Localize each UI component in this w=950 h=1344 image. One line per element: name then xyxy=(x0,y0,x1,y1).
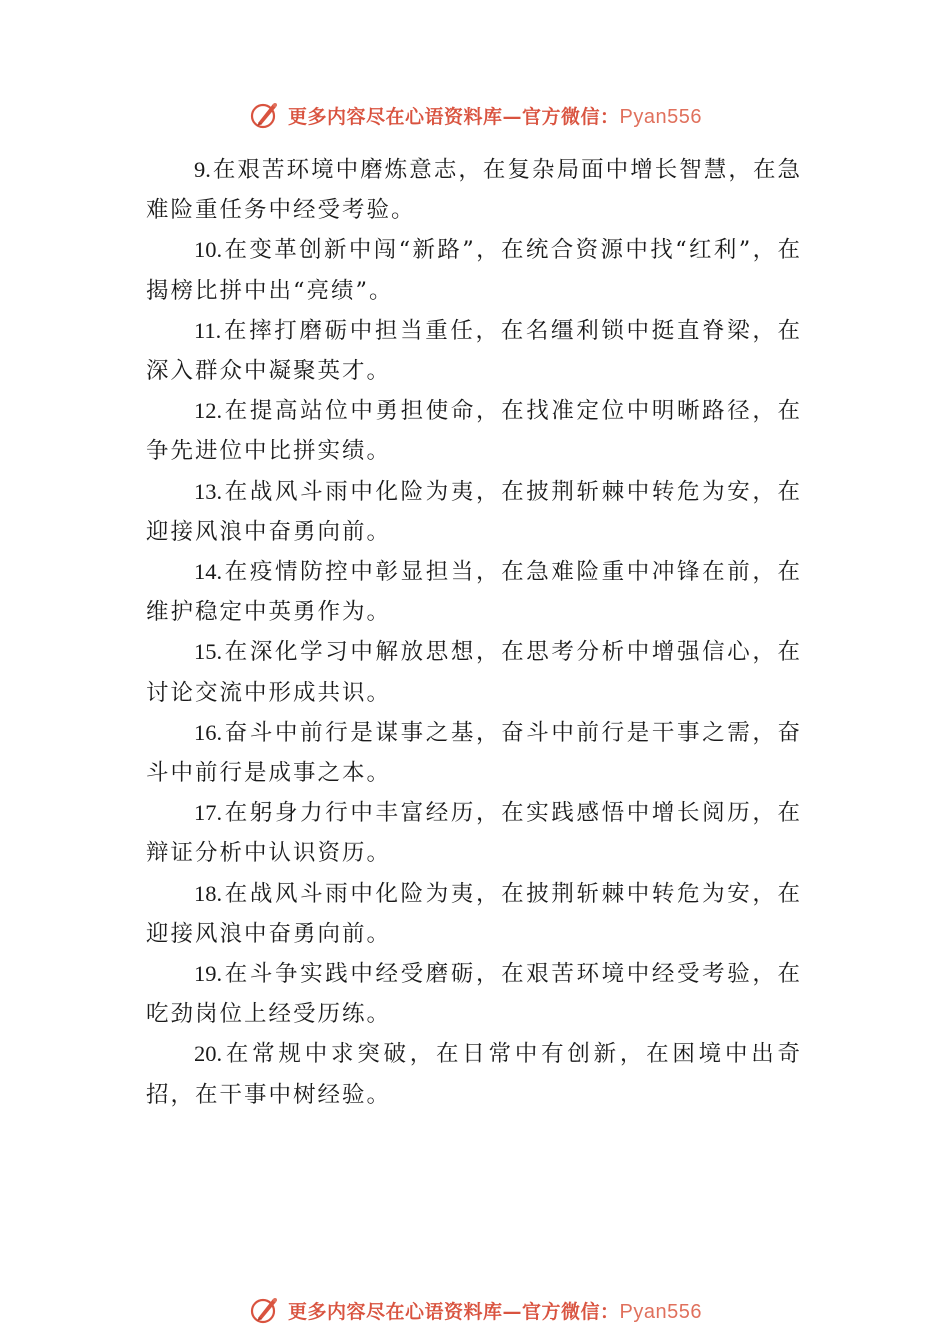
footer-watermark xyxy=(0,1290,950,1330)
header-watermark xyxy=(0,95,950,135)
watermark-wechat-id: Pyan556 xyxy=(619,1300,702,1323)
item-text: 在斗争实践中经受磨砺，在艰苦环境中经受考验，在吃劲岗位上经受历练。 xyxy=(146,961,802,1028)
quill-pen-circle-icon xyxy=(248,98,282,132)
item-number: 17. xyxy=(194,800,223,826)
list-item xyxy=(146,472,802,552)
list-item xyxy=(146,1034,802,1114)
list-item xyxy=(146,954,802,1034)
item-number: 11. xyxy=(194,317,222,343)
list-item xyxy=(146,552,802,632)
list-item xyxy=(146,230,802,310)
item-text: 在战风斗雨中化险为夷，在披荆斩棘中转危为安，在迎接风浪中奋勇向前。 xyxy=(146,880,802,947)
item-number: 12. xyxy=(194,398,223,424)
item-number: 9. xyxy=(194,157,211,182)
item-number: 16. xyxy=(194,719,223,745)
list-item xyxy=(146,632,802,712)
list-item xyxy=(146,793,802,873)
item-text: 在躬身力行中丰富经历，在实践感悟中增长阅历，在辩证分析中认识资历。 xyxy=(146,800,802,867)
watermark-text: 更多内容尽在心语资料库—官方微信：Pyan556 xyxy=(288,1300,702,1323)
item-number: 13. xyxy=(194,478,223,504)
item-text: 在提高站位中勇担使命，在找准定位中明晰路径，在争先进位中比拼实绩。 xyxy=(146,398,802,465)
quill-pen-circle-icon xyxy=(248,1293,282,1327)
document-body xyxy=(146,150,802,1115)
watermark-wechat-id: Pyan556 xyxy=(619,105,702,128)
item-text: 在摔打磨砺中担当重任，在名缰利锁中挺直脊梁，在深入群众中凝聚英才。 xyxy=(146,317,802,385)
item-number: 10. xyxy=(194,237,223,263)
watermark-text: 更多内容尽在心语资料库—官方微信：Pyan556 xyxy=(288,105,702,128)
item-text: 奋斗中前行是谋事之基，奋斗中前行是干事之需，奋斗中前行是成事之本。 xyxy=(146,719,802,787)
item-text: 在变革创新中闯“新路”，在统合资源中找“红利”，在揭榜比拼中出“亮绩”。 xyxy=(146,237,802,304)
list-item xyxy=(146,311,802,391)
item-text: 在疫情防控中彰显担当，在急难险重中冲锋在前，在维护稳定中英勇作为。 xyxy=(146,559,802,626)
item-text: 在常规中求突破，在日常中有创新，在困境中出奇招，在干事中树经验。 xyxy=(146,1041,802,1108)
list-item xyxy=(146,874,802,954)
item-text: 在深化学习中解放思想，在思考分析中增强信心，在讨论交流中形成共识。 xyxy=(146,639,802,706)
item-number: 20. xyxy=(194,1041,223,1067)
list-item xyxy=(146,713,802,793)
item-number: 14. xyxy=(194,559,223,585)
item-number: 18. xyxy=(194,880,223,906)
item-text: 在艰苦环境中磨炼意志，在复杂局面中增长智慧，在急难险重任务中经受考验。 xyxy=(146,157,802,224)
item-number: 15. xyxy=(194,639,223,665)
item-number: 19. xyxy=(194,961,223,987)
list-item xyxy=(146,150,802,230)
item-text: 在战风斗雨中化险为夷，在披荆斩棘中转危为安，在迎接风浪中奋勇向前。 xyxy=(146,478,802,545)
list-item xyxy=(146,391,802,471)
